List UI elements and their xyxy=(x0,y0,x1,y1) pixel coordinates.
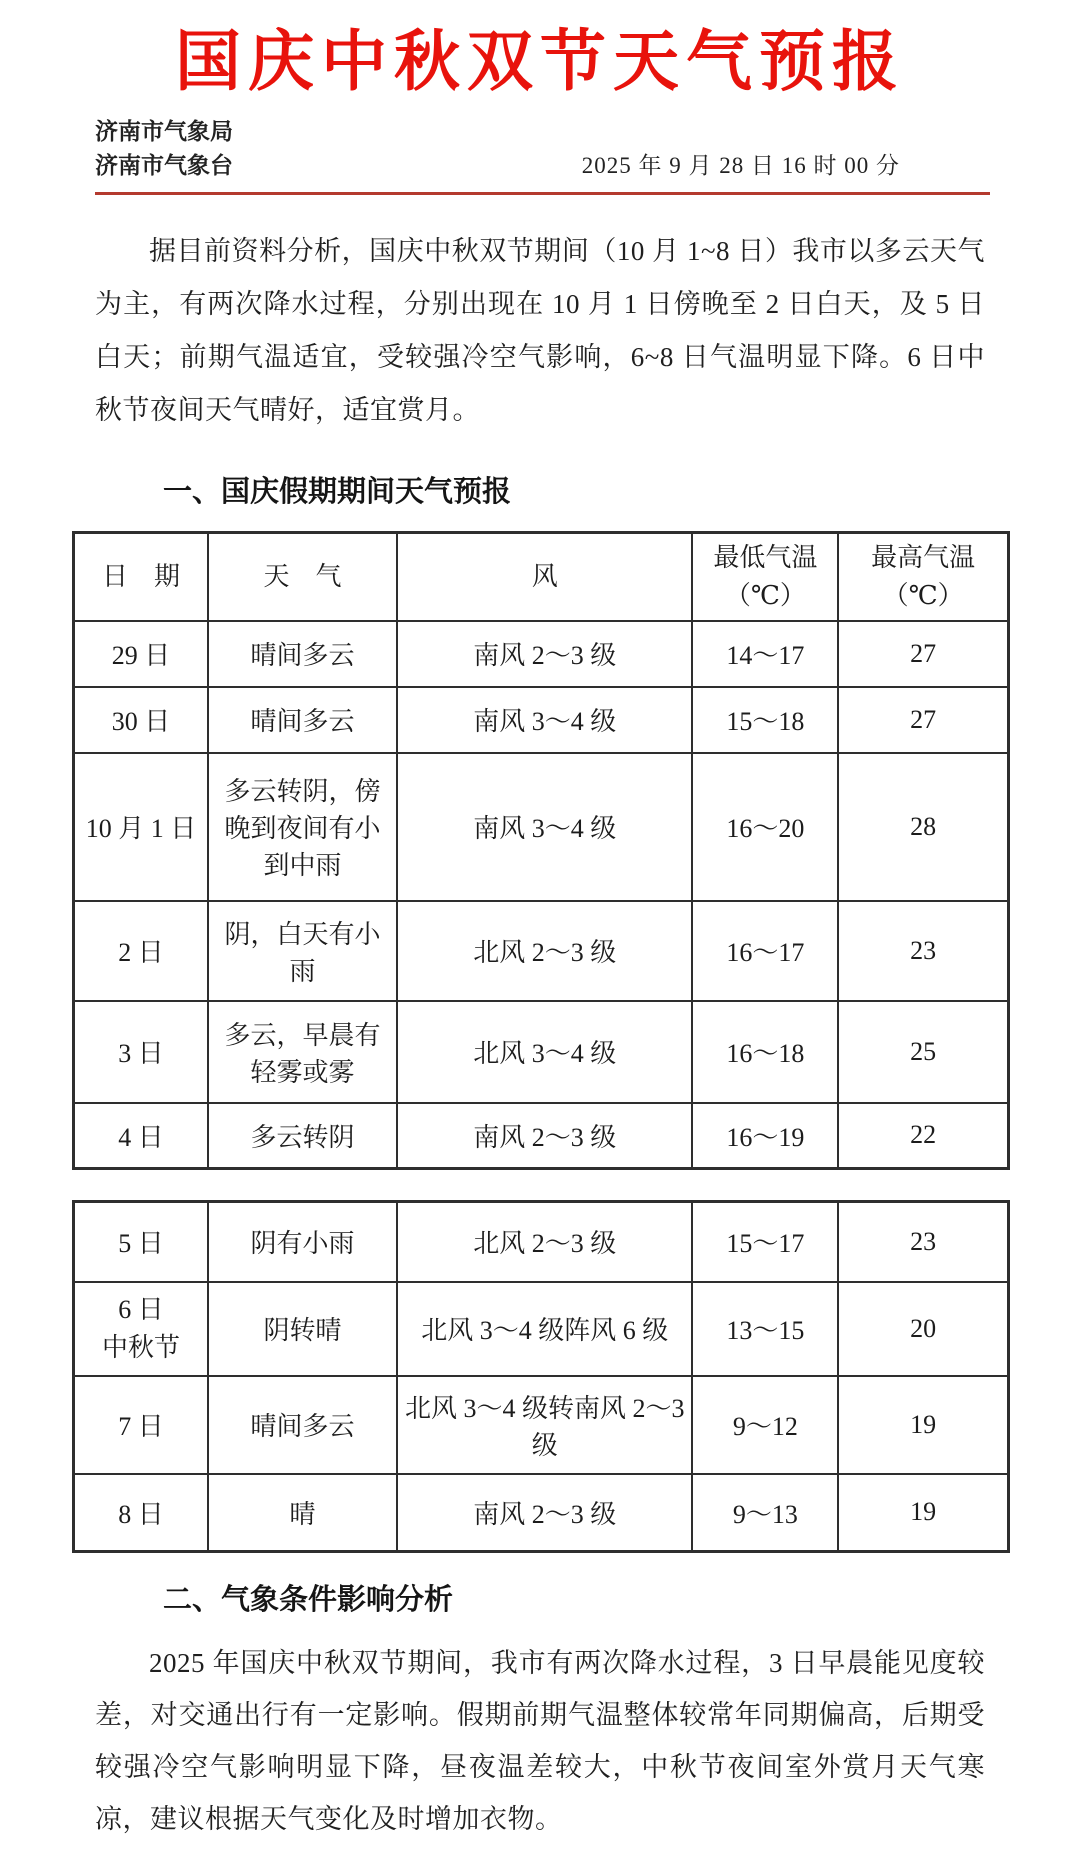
tmax-cell: 27 xyxy=(838,687,1008,753)
table-row xyxy=(74,753,1009,901)
wind-cell: 北风 2～3 级 xyxy=(397,1202,692,1282)
col-header-weather: 天 气 xyxy=(208,533,397,621)
tmax-cell: 20 xyxy=(838,1282,1008,1376)
date-cell: 7 日 xyxy=(74,1376,209,1474)
date-cell: 4 日 xyxy=(74,1103,209,1169)
weather-cell: 阴有小雨 xyxy=(208,1202,397,1282)
header-divider-rule xyxy=(95,192,990,195)
wind-cell: 北风 3～4 级转南风 2～3 级 xyxy=(397,1376,692,1474)
tmin-cell: 9～12 xyxy=(692,1376,838,1474)
wind-cell: 北风 3～4 级 xyxy=(397,1001,692,1103)
table-row xyxy=(74,1474,1009,1552)
tmax-cell: 23 xyxy=(838,901,1008,1001)
date-cell xyxy=(74,1282,209,1376)
section1-heading: 一、国庆假期期间天气预报 xyxy=(163,476,512,509)
table-row xyxy=(74,1282,1009,1376)
org-name-observatory: 济南市气象台 xyxy=(95,153,233,179)
tmin-cell: 15～18 xyxy=(692,687,838,753)
tmin-cell: 14～17 xyxy=(692,621,838,687)
col-header-tmin: 最低气温 （℃） xyxy=(692,533,838,621)
wind-cell: 南风 3～4 级 xyxy=(397,687,692,753)
issuing-orgs xyxy=(95,115,233,183)
table-row xyxy=(74,1202,1009,1282)
table-header-row xyxy=(74,533,1009,621)
wind-cell: 北风 2～3 级 xyxy=(397,901,692,1001)
col-header-date: 日 期 xyxy=(74,533,209,621)
col-header-wind: 风 xyxy=(397,533,692,621)
forecast-table-1 xyxy=(72,531,1010,1170)
analysis-paragraph: 2025 年国庆中秋双节期间，我市有两次降水过程，3 日早晨能见度较差，对交通出行有一定影响。假期前期气温整体较常年同期偏高，后期受较强冷空气影响明显下降，昼夜温差较大，中秋节夜间室外赏月天气寒凉，建议根据天气变化及时增加衣物。 xyxy=(95,1648,985,1835)
tmin-cell: 16～18 xyxy=(692,1001,838,1103)
tmax-cell: 23 xyxy=(838,1202,1008,1282)
weather-cell: 多云转阴 xyxy=(208,1103,397,1169)
date-line1: 6 日 xyxy=(118,1295,164,1324)
tmin-cell: 16～19 xyxy=(692,1103,838,1169)
date-cell: 5 日 xyxy=(74,1202,209,1282)
table-row xyxy=(74,621,1009,687)
weather-cell: 晴 xyxy=(208,1474,397,1552)
page-title: 国庆中秋双节天气预报 xyxy=(175,24,905,98)
document-header xyxy=(95,115,988,183)
wind-cell: 南风 2～3 级 xyxy=(397,1474,692,1552)
weather-cell: 阴转晴 xyxy=(208,1282,397,1376)
tmax-cell: 22 xyxy=(838,1103,1008,1169)
wind-cell: 南风 2～3 级 xyxy=(397,621,692,687)
weather-cell: 阴，白天有小雨 xyxy=(208,901,397,1001)
section2-heading: 二、气象条件影响分析 xyxy=(163,1584,454,1617)
date-cell: 29 日 xyxy=(74,621,209,687)
date-cell: 3 日 xyxy=(74,1001,209,1103)
tmax-cell: 28 xyxy=(838,753,1008,901)
intro-paragraph: 据目前资料分析，国庆中秋双节期间（10 月 1~8 日）我市以多云天气为主，有两次降水过程，分别出现在 10 月 1 日傍晚至 2 日白天，及 5 日白天；前期气温适宜，受较强冷空气影响，6~8 日气温明显下降。6 日中秋节夜间天气晴好，适宜赏月。 xyxy=(95,236,985,426)
tmin-cell: 15～17 xyxy=(692,1202,838,1282)
wind-cell: 南风 3～4 级 xyxy=(397,753,692,901)
table-row xyxy=(74,901,1009,1001)
tmin-cell: 13～15 xyxy=(692,1282,838,1376)
tmax-cell: 19 xyxy=(838,1376,1008,1474)
weather-cell: 晴间多云 xyxy=(208,621,397,687)
table-row xyxy=(74,1001,1009,1103)
wind-cell: 南风 2～3 级 xyxy=(397,1103,692,1169)
date-cell: 10 月 1 日 xyxy=(74,753,209,901)
issue-datetime: 2025 年 9 月 28 日 16 时 00 分 xyxy=(581,153,900,179)
tmax-cell: 27 xyxy=(838,621,1008,687)
wind-cell: 北风 3～4 级阵风 6 级 xyxy=(397,1282,692,1376)
tmin-cell: 16～17 xyxy=(692,901,838,1001)
org-name-bureau: 济南市气象局 xyxy=(95,119,233,145)
weather-cell: 晴间多云 xyxy=(208,1376,397,1474)
tmin-cell: 9～13 xyxy=(692,1474,838,1552)
col-header-tmax: 最高气温 （℃） xyxy=(838,533,1008,621)
weather-cell: 多云，早晨有轻雾或雾 xyxy=(208,1001,397,1103)
tmax-cell: 19 xyxy=(838,1474,1008,1552)
tmin-cell: 16～20 xyxy=(692,753,838,901)
table-row xyxy=(74,1376,1009,1474)
forecast-table-2 xyxy=(72,1200,1010,1553)
date-cell: 8 日 xyxy=(74,1474,209,1552)
weather-cell: 多云转阴，傍晚到夜间有小到中雨 xyxy=(208,753,397,901)
weather-cell: 晴间多云 xyxy=(208,687,397,753)
date-cell: 30 日 xyxy=(74,687,209,753)
date-line2: 中秋节 xyxy=(102,1332,181,1362)
table-row xyxy=(74,1103,1009,1169)
date-cell: 2 日 xyxy=(74,901,209,1001)
table-row xyxy=(74,687,1009,753)
tmax-cell: 25 xyxy=(838,1001,1008,1103)
